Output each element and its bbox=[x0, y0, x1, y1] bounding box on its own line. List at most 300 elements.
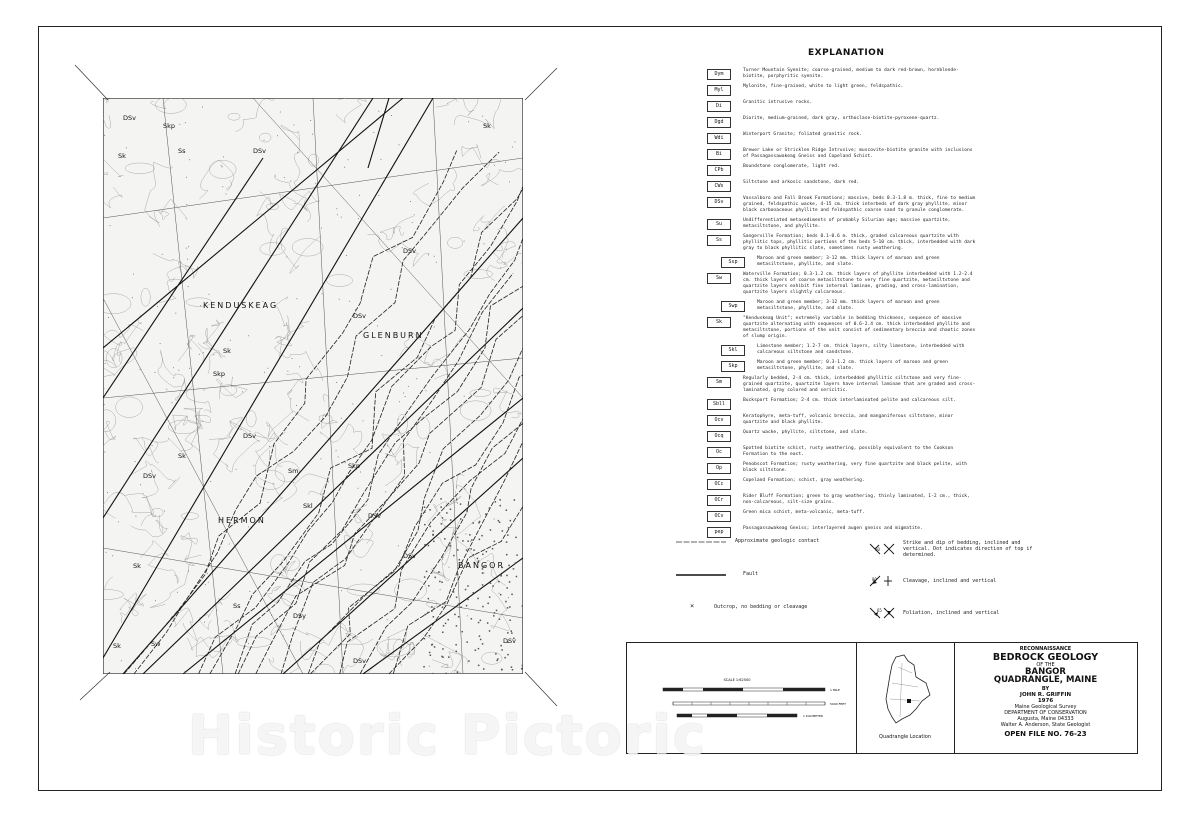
dot bbox=[459, 448, 460, 449]
dot bbox=[512, 147, 513, 148]
dot bbox=[164, 511, 165, 512]
building bbox=[490, 529, 492, 531]
geologic-map bbox=[103, 98, 523, 674]
dot bbox=[346, 255, 347, 256]
legend-unit-description: Quartz wacke, phyllite, siltstone, and slate. bbox=[743, 430, 868, 435]
map-unit-label: KENDUSKEAG bbox=[203, 301, 279, 310]
dot bbox=[203, 352, 204, 353]
building bbox=[467, 541, 469, 543]
building bbox=[506, 575, 508, 577]
building bbox=[444, 602, 446, 604]
dot bbox=[453, 533, 454, 534]
dot bbox=[189, 341, 190, 342]
dot bbox=[140, 484, 141, 485]
title-panel bbox=[954, 643, 1137, 753]
building bbox=[479, 635, 481, 637]
dot bbox=[377, 325, 378, 326]
map-frame bbox=[103, 98, 523, 674]
legend-item bbox=[707, 148, 979, 160]
dot bbox=[359, 195, 360, 196]
legend-item bbox=[707, 84, 979, 96]
building bbox=[515, 562, 517, 564]
dot bbox=[106, 552, 107, 553]
legend-item bbox=[707, 218, 979, 230]
building bbox=[457, 574, 459, 576]
map-unit-label: DSv bbox=[143, 472, 156, 480]
dot bbox=[166, 389, 167, 390]
dot bbox=[204, 622, 205, 623]
building bbox=[493, 615, 495, 617]
dot bbox=[468, 121, 469, 122]
building bbox=[509, 581, 511, 583]
legend-unit-symbol: Op bbox=[707, 463, 731, 474]
dot bbox=[296, 298, 297, 299]
dot bbox=[358, 488, 359, 489]
building bbox=[446, 547, 448, 549]
legend-unit-description: Diorite, medium-grained, dark gray, orthoclase-biotite-pyroxene-quartz. bbox=[743, 116, 940, 121]
legend-item bbox=[721, 256, 979, 268]
dot bbox=[505, 162, 506, 163]
building bbox=[424, 511, 426, 513]
dot bbox=[249, 591, 250, 592]
legend-unit-symbol: Sw bbox=[707, 273, 731, 284]
dot bbox=[429, 666, 430, 667]
dot bbox=[140, 369, 141, 370]
dot bbox=[378, 111, 379, 112]
year: 1976 bbox=[1037, 698, 1054, 704]
dot bbox=[494, 165, 495, 166]
dot bbox=[403, 393, 404, 394]
dot bbox=[186, 177, 187, 178]
outcrop-label: Outcrop, no bedding or cleavage bbox=[714, 604, 808, 610]
legend-item bbox=[721, 344, 979, 356]
building bbox=[429, 635, 431, 637]
building bbox=[500, 575, 502, 577]
building bbox=[455, 644, 457, 646]
building bbox=[445, 673, 447, 674]
legend-unit-symbol: Skp bbox=[721, 361, 745, 372]
building bbox=[482, 572, 484, 574]
dot bbox=[287, 371, 288, 372]
foliation-icon bbox=[868, 606, 896, 620]
building bbox=[457, 549, 459, 551]
dot bbox=[426, 390, 427, 391]
map-unit-label: GLENBURN bbox=[363, 331, 424, 340]
dot bbox=[434, 327, 435, 328]
building bbox=[489, 596, 491, 598]
building bbox=[454, 614, 456, 616]
building bbox=[473, 549, 475, 551]
contact-label: Approximate geologic contact bbox=[735, 538, 820, 544]
dot bbox=[210, 481, 211, 482]
dot bbox=[200, 305, 201, 306]
dot bbox=[186, 248, 187, 249]
legend-item bbox=[721, 360, 979, 372]
dot bbox=[465, 534, 466, 535]
map-unit-label: Skl bbox=[303, 502, 313, 510]
legend-unit-symbol: Di bbox=[707, 101, 731, 112]
dot bbox=[189, 368, 190, 369]
building bbox=[453, 555, 455, 557]
building bbox=[445, 623, 447, 625]
building bbox=[505, 601, 507, 603]
map-unit-label: Sk bbox=[223, 347, 231, 355]
dot bbox=[464, 396, 465, 397]
dot bbox=[355, 309, 356, 310]
dot bbox=[449, 567, 450, 568]
dot bbox=[187, 259, 188, 260]
legend-item bbox=[721, 300, 979, 312]
dot bbox=[253, 465, 254, 466]
legend-unit-description: Bucksport Formation; 2-4 cm. thick interlaminated pelite and calcareous silt. bbox=[743, 398, 956, 403]
legend-unit-symbol: Myl bbox=[707, 85, 731, 96]
building bbox=[472, 522, 474, 524]
building bbox=[433, 541, 435, 543]
dot bbox=[132, 297, 133, 298]
dot bbox=[328, 482, 329, 483]
building bbox=[492, 585, 494, 587]
fault-label: Fault bbox=[743, 571, 759, 577]
building bbox=[515, 537, 517, 539]
building bbox=[428, 598, 430, 600]
legend-unit-symbol: OCv bbox=[707, 511, 731, 522]
legend-unit-symbol: DSv bbox=[707, 197, 731, 208]
dot bbox=[438, 572, 439, 573]
location-caption: Quadrangle Location bbox=[878, 734, 931, 740]
legend-item bbox=[707, 526, 979, 538]
building bbox=[448, 656, 450, 658]
legend-unit-description: Vassalboro and Fall Brook Formations; massive, beds 0.3-1.8 m. thick, fine to medium grained, feldspathic wacke, 4-15 cm. thick interbeds of dark gray phyllite, minor black carbonaceous phyllite and feldspathic coarse sand to granule conglomerate. bbox=[743, 196, 976, 213]
dot bbox=[430, 452, 431, 453]
building bbox=[471, 618, 473, 620]
building bbox=[507, 607, 509, 609]
building bbox=[430, 526, 432, 528]
map-unit-label: DSv bbox=[123, 114, 136, 122]
map-unit-label: Ss bbox=[233, 602, 241, 610]
legend-unit-description: Waterville Formation; 0.3-1.2 cm. thick layers of phyllite interbedded with 1.2-2.4 cm. thick layers of coarse metasiltstone to very fine quartzite, metasiltstone and quartzite layers exhibit fine internal laminae, grading, and cross-lamination, quartzite layers slightly calcareous. bbox=[743, 272, 973, 295]
building bbox=[499, 522, 501, 524]
dot bbox=[484, 243, 485, 244]
legend-unit-symbol: Wdi bbox=[707, 133, 731, 144]
building bbox=[478, 622, 480, 624]
building bbox=[446, 512, 448, 514]
legend-unit-description: Rider Bluff Formation; green to gray weathering, thinly laminated, 1-2 cm., thick, non-calcareous, silt-size grains. bbox=[743, 494, 970, 505]
corner-tick-tl bbox=[70, 60, 130, 120]
building bbox=[499, 499, 501, 501]
dot bbox=[268, 502, 269, 503]
dot bbox=[387, 445, 388, 446]
legend-unit-symbol: Dgd bbox=[707, 117, 731, 128]
dot bbox=[438, 537, 439, 538]
corner-tick-tr bbox=[505, 60, 565, 120]
building bbox=[508, 565, 510, 567]
map-unit-label: HERMON bbox=[218, 516, 266, 525]
map-unit-label: Sk bbox=[118, 152, 126, 160]
dot bbox=[378, 195, 379, 196]
dot bbox=[292, 358, 293, 359]
org-line1: Maine Geological Survey bbox=[1014, 704, 1077, 710]
building bbox=[442, 607, 444, 609]
legend-unit-description: Penobscot Formation; rusty weathering, very fine quartzite and black pelite, with black siltstone. bbox=[743, 462, 968, 473]
dot bbox=[162, 254, 163, 255]
title-line3: QUADRANGLE, MAINE bbox=[993, 675, 1098, 685]
dot bbox=[133, 274, 134, 275]
map-unit-label: DSv bbox=[253, 147, 266, 155]
legend-unit-description: Sangerville Formation; beds 0.1-0.6 m. thick, graded calcareous quartzite with phyllitic tops, phyllitic portions of the beds 5-10 cm. thick, interbedded with dark gray to black phyllitic slate, sometimes rusty weathering. bbox=[743, 234, 976, 251]
dot bbox=[112, 555, 113, 556]
building bbox=[445, 613, 447, 615]
building bbox=[444, 538, 446, 540]
dot bbox=[296, 405, 297, 406]
dot bbox=[199, 354, 200, 355]
building bbox=[442, 657, 444, 659]
legend-unit-symbol: Ss bbox=[707, 235, 731, 246]
dot bbox=[405, 396, 406, 397]
building bbox=[511, 630, 513, 632]
dot bbox=[339, 299, 340, 300]
building bbox=[483, 668, 485, 670]
dot bbox=[207, 573, 208, 574]
legend-unit-symbol: Bi bbox=[707, 149, 731, 160]
building bbox=[499, 618, 501, 620]
dot bbox=[408, 386, 409, 387]
dot bbox=[202, 421, 203, 422]
legend-item bbox=[707, 510, 979, 522]
dot bbox=[416, 378, 417, 379]
building bbox=[449, 545, 451, 547]
legend-unit-symbol: Dym bbox=[707, 69, 731, 80]
dot bbox=[135, 668, 136, 669]
legend-item bbox=[707, 446, 979, 458]
dot bbox=[248, 526, 249, 527]
dot bbox=[135, 516, 136, 517]
building bbox=[442, 517, 444, 519]
building bbox=[449, 543, 451, 545]
building bbox=[471, 539, 473, 541]
building bbox=[466, 510, 468, 512]
org-line2: DEPARTMENT OF CONSERVATION bbox=[1004, 710, 1087, 716]
dot bbox=[173, 367, 174, 368]
legend-unit-description: Maroon and green member; 3-12 mm. thick layers of maroon and green metasiltstone, phyllite, and slate. bbox=[757, 300, 940, 311]
legend-item bbox=[707, 430, 979, 442]
building bbox=[514, 499, 516, 501]
building bbox=[507, 654, 509, 656]
building bbox=[431, 644, 433, 646]
dot bbox=[152, 445, 153, 446]
legend-unit-symbol: Oc bbox=[707, 447, 731, 458]
dot bbox=[173, 377, 174, 378]
building bbox=[479, 589, 481, 591]
dot bbox=[341, 217, 342, 218]
dot bbox=[499, 593, 500, 594]
dot bbox=[500, 267, 501, 268]
legend-unit-symbol: Ocv bbox=[707, 415, 731, 426]
dot bbox=[312, 134, 313, 135]
dot bbox=[264, 372, 265, 373]
building bbox=[466, 549, 468, 551]
building bbox=[489, 507, 491, 509]
building bbox=[466, 641, 468, 643]
legend-item bbox=[707, 316, 979, 340]
dot bbox=[322, 293, 323, 294]
building bbox=[433, 608, 435, 610]
by-label: BY bbox=[1041, 686, 1050, 692]
foliation-value: 65 bbox=[877, 608, 882, 613]
building bbox=[441, 523, 443, 525]
building bbox=[477, 558, 479, 560]
dot bbox=[221, 165, 222, 166]
building bbox=[511, 632, 512, 634]
legend-unit-description: Maroon and green member; 3-12 mm. thick layers of maroon and green metasiltstone, phyllite, and slate. bbox=[757, 256, 940, 267]
building bbox=[482, 606, 484, 608]
building bbox=[430, 655, 432, 657]
map-unit-label: Sk bbox=[133, 562, 141, 570]
legend-item bbox=[707, 196, 979, 214]
building bbox=[522, 605, 523, 607]
building bbox=[458, 616, 460, 618]
dot bbox=[373, 408, 374, 409]
dot bbox=[226, 194, 227, 195]
dot bbox=[508, 597, 509, 598]
building bbox=[426, 571, 428, 573]
dot bbox=[399, 144, 400, 145]
dot bbox=[385, 491, 386, 492]
building bbox=[431, 606, 433, 608]
building bbox=[470, 548, 472, 550]
dot bbox=[494, 519, 495, 520]
dot bbox=[467, 615, 468, 616]
dot bbox=[336, 450, 337, 451]
legend-unit-symbol: Sbll bbox=[707, 399, 731, 410]
legend-item bbox=[707, 376, 979, 394]
building bbox=[457, 672, 459, 674]
dot bbox=[252, 98, 253, 99]
building bbox=[440, 498, 442, 500]
map-unit-label: Skp bbox=[213, 370, 226, 378]
building bbox=[450, 519, 452, 521]
building bbox=[424, 614, 426, 616]
building bbox=[456, 597, 458, 599]
building bbox=[506, 554, 508, 556]
dot bbox=[440, 589, 441, 590]
dot bbox=[489, 402, 490, 403]
dot bbox=[344, 146, 345, 147]
building bbox=[511, 594, 513, 596]
dot bbox=[410, 201, 411, 202]
legend-unit-description: Undifferentiated metasediments of probably Silurian age; massive quartzite, metasiltstone, and phyllite. bbox=[743, 218, 951, 229]
building bbox=[479, 521, 481, 523]
dot bbox=[172, 402, 173, 403]
legend-item bbox=[707, 100, 979, 112]
building bbox=[450, 509, 452, 511]
map-unit-label: Sk bbox=[483, 122, 491, 130]
building bbox=[522, 591, 523, 593]
legend-item bbox=[707, 462, 979, 474]
building bbox=[424, 524, 426, 526]
recon-label: RECONNAISSANCE bbox=[1019, 646, 1072, 652]
building bbox=[435, 577, 437, 579]
dot bbox=[464, 241, 465, 242]
building bbox=[504, 657, 506, 659]
dot bbox=[135, 461, 136, 462]
map-unit-label: Sw bbox=[151, 640, 161, 648]
dot bbox=[341, 590, 342, 591]
dot bbox=[320, 458, 321, 459]
dot bbox=[299, 366, 300, 367]
title-of-the: OF THE bbox=[1036, 662, 1055, 668]
building bbox=[456, 651, 458, 653]
dot bbox=[185, 122, 186, 123]
building bbox=[494, 612, 496, 614]
building bbox=[458, 603, 460, 605]
dot bbox=[209, 294, 210, 295]
dot bbox=[184, 672, 185, 673]
dot bbox=[104, 135, 105, 136]
dot bbox=[414, 214, 415, 215]
dot bbox=[361, 300, 362, 301]
legend-unit-symbol: Sk bbox=[707, 317, 731, 328]
legend-unit-symbol: OCc bbox=[707, 479, 731, 490]
dot bbox=[204, 390, 205, 391]
dot bbox=[248, 643, 249, 644]
dot bbox=[297, 152, 298, 153]
building bbox=[473, 554, 475, 556]
dot bbox=[315, 183, 316, 184]
dot bbox=[336, 208, 337, 209]
dot bbox=[343, 667, 344, 668]
dot bbox=[387, 619, 388, 620]
building bbox=[460, 503, 462, 505]
dot bbox=[108, 317, 109, 318]
dot bbox=[428, 254, 429, 255]
dot bbox=[361, 570, 362, 571]
map-unit-label: Skp bbox=[348, 462, 361, 470]
dot bbox=[157, 306, 158, 307]
building bbox=[457, 537, 459, 539]
building bbox=[432, 673, 434, 674]
title-line2: BANGOR bbox=[1025, 667, 1066, 677]
legend-item bbox=[707, 68, 979, 80]
legend-unit-symbol: Su bbox=[707, 219, 731, 230]
dot bbox=[265, 606, 266, 607]
building bbox=[460, 518, 462, 520]
legend-unit-description: Siltstone and arkosic sandstone, dark red. bbox=[743, 180, 860, 185]
legend-unit-description: Copeland Formation; schist, gray weathering. bbox=[743, 478, 865, 483]
building bbox=[496, 610, 498, 612]
dot bbox=[470, 541, 471, 542]
dot bbox=[343, 483, 344, 484]
legend-item bbox=[707, 272, 979, 296]
dot bbox=[242, 391, 243, 392]
dot bbox=[293, 482, 294, 483]
building bbox=[467, 585, 469, 587]
map-unit-label: Ss bbox=[178, 147, 186, 155]
dot bbox=[354, 343, 355, 344]
building bbox=[456, 499, 458, 501]
dot bbox=[213, 354, 214, 355]
dot bbox=[290, 181, 291, 182]
building bbox=[473, 592, 475, 594]
dot bbox=[189, 159, 190, 160]
map-canvas bbox=[103, 98, 523, 674]
building bbox=[490, 582, 492, 584]
open-file-number: OPEN FILE NO. 76-23 bbox=[1004, 730, 1087, 738]
dot bbox=[186, 204, 187, 205]
building bbox=[441, 557, 443, 559]
building bbox=[482, 554, 484, 556]
dot bbox=[118, 521, 119, 522]
building bbox=[481, 535, 483, 537]
